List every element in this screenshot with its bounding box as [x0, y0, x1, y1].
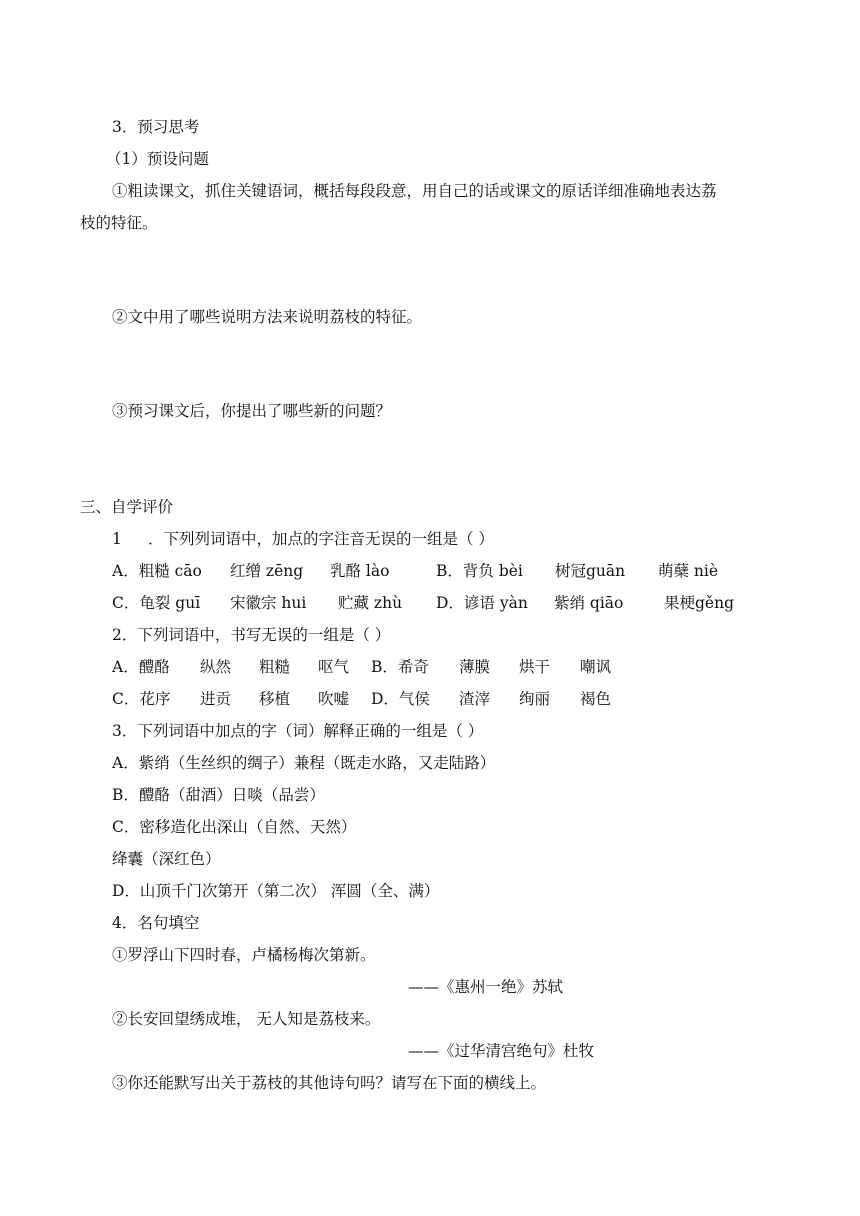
option-cell: 呕气	[318, 658, 350, 676]
option-cell: 树冠guān	[555, 562, 626, 580]
option-cell: 嘲讽	[580, 658, 612, 676]
poem-line-2: ②长安回望绣成堆， 无人知是荔枝来。	[112, 1010, 381, 1028]
option-cell: B．背负 bèi	[436, 562, 523, 580]
item-3-stem: 3．下列词语中加点的字（词）解释正确的一组是（ ）	[112, 722, 484, 740]
item-1-number: 1	[112, 530, 122, 548]
item-3-option-a: A．紫绡（生丝织的绸子）兼程（既走水路，又走陆路）	[112, 754, 496, 772]
option-cell: 乳酪 lào	[330, 562, 390, 580]
option-cell: 纵然	[200, 658, 232, 676]
option-cell: B．希奇	[371, 658, 429, 676]
option-cell: 吹嘘	[318, 690, 350, 708]
option-cell: 粗糙	[259, 658, 291, 676]
item-2-stem: 2．下列词语中，书写无误的一组是（ ）	[112, 626, 391, 644]
section-heading: 3．预习思考	[112, 118, 200, 136]
option-cell: 移植	[259, 690, 291, 708]
item-3-option-b: B．醴酪（甜酒）日啖（品尝）	[112, 786, 325, 804]
question-2: ②文中用了哪些说明方法来说明荔枝的特征。	[112, 308, 423, 326]
option-cell: A．粗糙 cāo	[112, 562, 202, 580]
option-cell: 渣滓	[459, 690, 491, 708]
option-cell: 宋徽宗 hui	[230, 594, 307, 612]
option-cell: 薄膜	[459, 658, 491, 676]
option-cell: 烘干	[519, 658, 551, 676]
item-3-option-d: D．山顶千门次第开（第二次） 浑圆（全、满）	[112, 882, 440, 900]
option-cell: 褐色	[580, 690, 612, 708]
poem-source-1: ——《惠州一绝》苏轼	[408, 978, 564, 996]
item-3-option-c: C．密移造化出深山（自然、天然）	[112, 818, 357, 836]
subheading: （1）预设问题	[106, 150, 209, 168]
item-3-option-c-cont: 绛囊（深红色）	[112, 850, 221, 868]
option-cell: 红缯 zēng	[230, 562, 304, 580]
question-3: ③预习课文后，你提出了哪些新的问题？	[112, 402, 392, 420]
option-cell: 果梗gěng	[664, 594, 734, 612]
option-cell: 萌蘖 niè	[658, 562, 719, 580]
poem-line-1: ①罗浮山下四时春，卢橘杨梅次第新。	[112, 946, 376, 964]
question-1-line-2: 枝的特征。	[80, 214, 158, 232]
option-cell: C．龟裂 guī	[112, 594, 201, 612]
option-cell: D．气侯	[371, 690, 430, 708]
option-cell: C．花序	[112, 690, 171, 708]
option-cell: A．醴酪	[112, 658, 170, 676]
option-cell: 贮藏 zhù	[338, 594, 403, 612]
item-1-stem: ．下列列词语中，加点的字注音无误的一组是（ ）	[148, 530, 494, 548]
part-heading: 三、自学评价	[80, 498, 174, 516]
option-cell: 进贡	[200, 690, 232, 708]
question-1-line-1: ①粗读课文，抓住关键语词，概括每段段意，用自己的话或课文的原话详细准确地表达荔	[112, 182, 717, 200]
option-cell: D．谚语 yàn	[436, 594, 528, 612]
item-4-stem: 4．名句填空	[112, 914, 200, 932]
poem-prompt-3: ③你还能默写出关于荔枝的其他诗句吗？请写在下面的横线上。	[112, 1074, 547, 1092]
poem-source-2: ——《过华清宫绝句》杜牧	[408, 1042, 595, 1060]
option-cell: 紫绡 qiāo	[554, 594, 624, 612]
option-cell: 绚丽	[519, 690, 551, 708]
